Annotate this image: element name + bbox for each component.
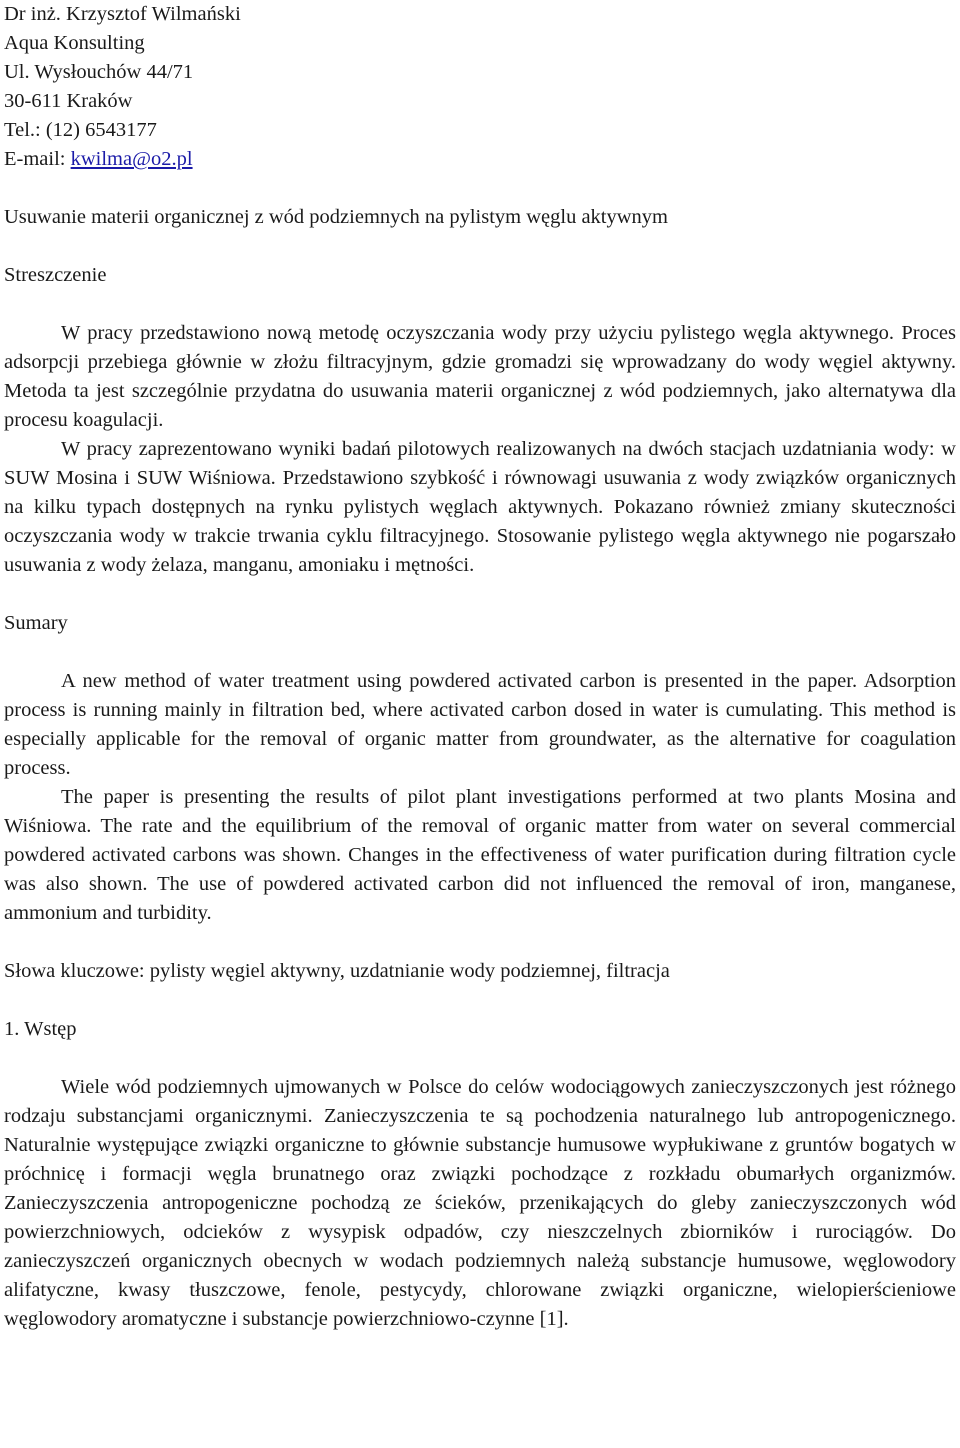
spacer <box>4 232 956 261</box>
spacer <box>4 580 956 609</box>
author-block <box>4 0 956 174</box>
spacer <box>4 1044 956 1073</box>
spacer <box>4 986 956 1015</box>
document-title: Usuwanie materii organicznej z wód podziemnych na pylistym węglu aktywnym <box>4 206 668 228</box>
spacer <box>4 290 956 319</box>
keywords: Słowa kluczowe: pylisty węgiel aktywny, uzdatnianie wody podziemnej, filtracja <box>4 960 670 982</box>
spacer <box>4 928 956 957</box>
abstract-en-paragraph-2: The paper is presenting the results of pilot plant investigations performed at two plants Mosina and Wiśniowa. The rate and the equilibrium of the removal of organic matter from water on several commercial powdered activated carbons was shown. Changes in the effectiveness of water purification during filtration cycle was also shown. The use of powdered activated carbon did not influenced the removal of iron, manganese, ammonium and turbidity. <box>4 786 956 924</box>
spacer <box>4 638 956 667</box>
email-link[interactable]: kwilma@o2.pl <box>70 148 193 170</box>
author-phone: Tel.: (12) 6543177 <box>4 119 157 141</box>
section-1-heading: 1. Wstęp <box>4 1018 77 1040</box>
author-name: Dr inż. Krzysztof Wilmański <box>4 3 241 25</box>
author-street: Ul. Wysłouchów 44/71 <box>4 61 194 83</box>
section-1-paragraph: Wiele wód podziemnych ujmowanych w Polsce do celów wodociągowych zanieczyszczonych jest różnego rodzaju substancjami organicznymi. Zanieczyszczenia te są pochodzenia naturalnego lub antropogenicznego. Naturalnie występujące związki organiczne to głównie substancje humusowe wypłukiwane z gruntów bogatych w próchnicę i formacji węgla brunatnego oraz związki pochodzące z rozkładu obumarłych organizmów. Zanieczyszczenia antropogeniczne pochodzą ze ścieków, przenikających do gleby zanieczyszczonych wód powierzchniowych, odcieków z wysypisk odpadów, czy nieszczelnych zbiorników i rurociągów. Do zanieczyszczeń organicznych obecnych w wodach podziemnych należą substancje humusowe, węglowodory alifatyczne, kwasy tłuszczowe, fenole, pestycydy, chlorowane związki organiczne, wielopierścieniowe węglowodory aromatyczne i substancje powierzchniowo-czynne [1]. <box>4 1076 956 1330</box>
email-label: E-mail: <box>4 148 71 170</box>
spacer <box>4 174 956 203</box>
abstract-pl-heading: Streszczenie <box>4 264 107 286</box>
document-page <box>4 0 956 1334</box>
author-email-line <box>4 145 956 174</box>
abstract-en-heading: Sumary <box>4 612 68 634</box>
abstract-pl-paragraph-2: W pracy zaprezentowano wyniki badań pilotowych realizowanych na dwóch stacjach uzdatniania wody: w SUW Mosina i SUW Wiśniowa. Przedstawiono szybkość i równowagi usuwania z wody związków organicznych na kilku typach dostępnych na rynku pylistych węglach aktywnych. Pokazano również zmiany skuteczności oczyszczania wody w trakcie trwania cyklu filtracyjnego. Stosowanie pylistego węgla aktywnego nie pogarszało usuwania z wody żelaza, manganu, amoniaku i mętności. <box>4 438 956 576</box>
abstract-pl-paragraph-1: W pracy przedstawiono nową metodę oczyszczania wody przy użyciu pylistego węgla aktywnego. Proces adsorpcji przebiega głównie w złożu filtracyjnym, gdzie gromadzi się wprowadzany do wody węgiel aktywny. Metoda ta jest szczególnie przydatna do usuwania materii organicznej z wód podziemnych, jako alternatywa dla procesu koagulacji. <box>4 322 956 431</box>
abstract-en-paragraph-1: A new method of water treatment using powdered activated carbon is presented in the paper. Adsorption process is running mainly in filtration bed, where activated carbon dosed in water is cumulating. This method is especially applicable for the removal of organic matter from groundwater, as the alternative for coagulation process. <box>4 670 956 779</box>
author-city: 30-611 Kraków <box>4 90 133 112</box>
author-company: Aqua Konsulting <box>4 32 145 54</box>
